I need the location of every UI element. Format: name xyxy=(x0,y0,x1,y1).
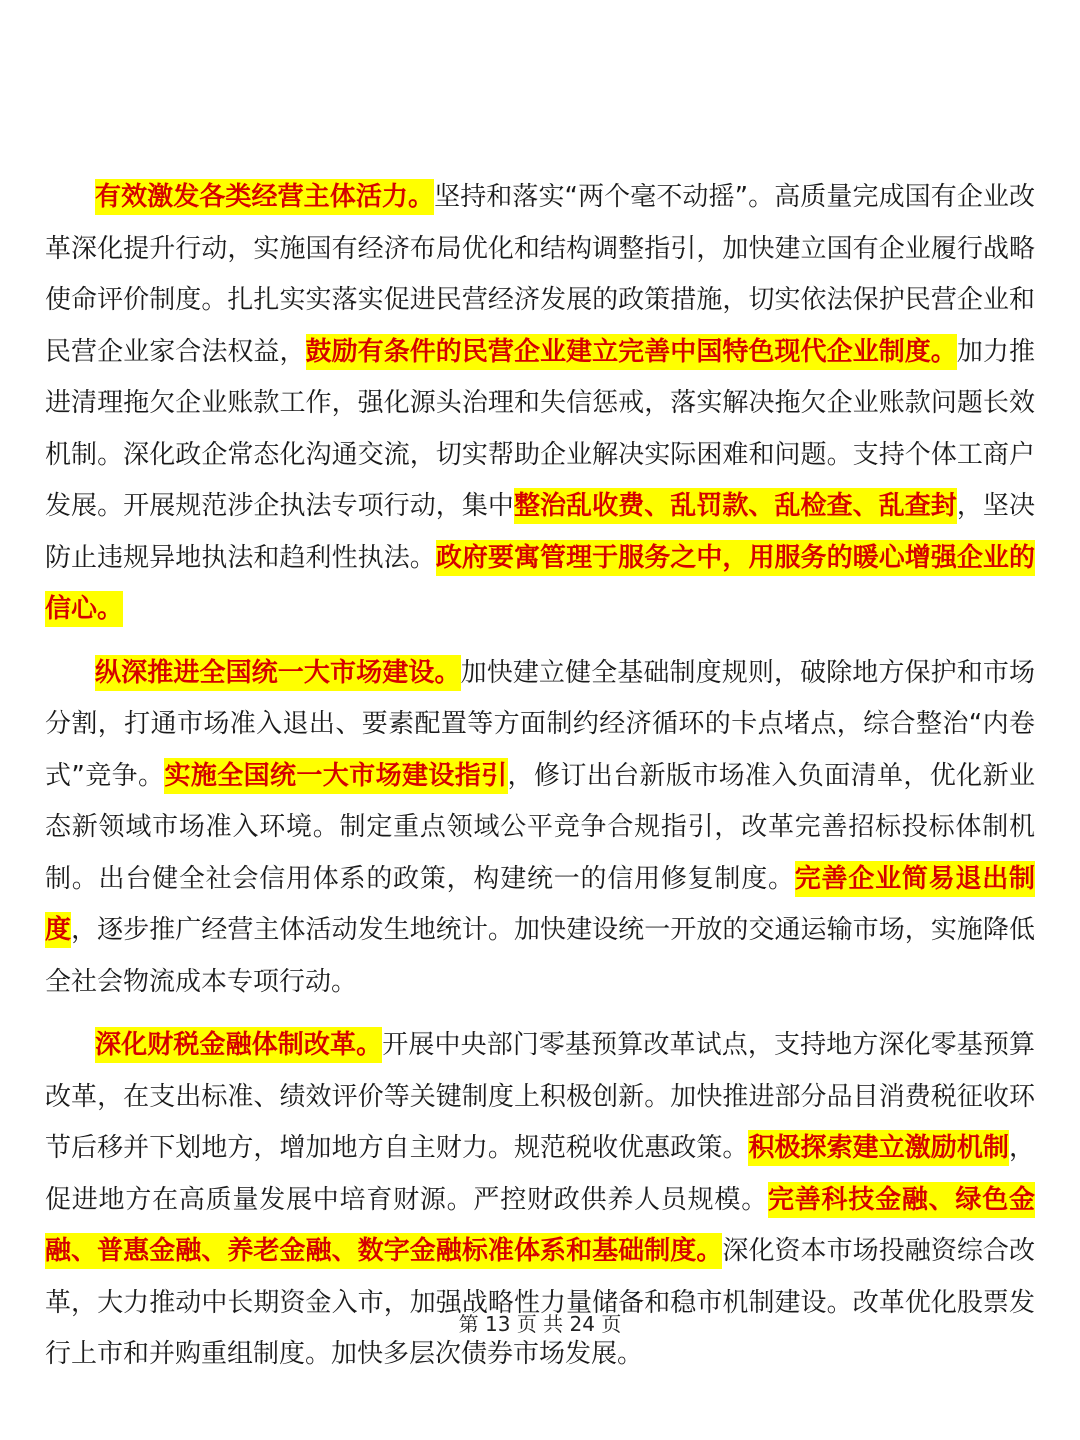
highlighted-text: 实施全国统一大市场建设指引 xyxy=(164,758,507,794)
highlighted-text: 鼓励有条件的民营企业建立完善中国特色现代企业制度。 xyxy=(306,334,957,370)
highlighted-text: 积极探索建立激励机制 xyxy=(748,1130,1009,1166)
body-text: 坚持和落实“两个毫不动摇”。高质量完成国有企业改革深化提升行动，实施国有经济布局优化和结构调整指引，加快建立国有企业履行战略使命评价制度。扎扎实实落实促进民营经济发展的政策措施，切实依法保护民营企业和民营企业家合法权益， xyxy=(45,182,1035,367)
highlighted-heading: 纵深推进全国统一大市场建设。 xyxy=(95,655,461,691)
highlighted-text: 完善科技金融、绿色金融、普惠金融、养老金融、数字金融标准体系和基础制度。 xyxy=(45,1182,1035,1270)
body-text: 加力推进清理拖欠企业账款工作，强化源头治理和失信惩戒，落实解决拖欠企业账款问题长效机制。深化政企常态化沟通交流，切实帮助企业解决实际困难和问题。支持个体工商户发展。开展规范涉企执法专项行动，集中 xyxy=(45,336,1035,521)
paragraph-business-entities xyxy=(45,172,1035,636)
highlighted-text: 完善企业简易退出制度 xyxy=(45,861,1035,949)
body-text: ，逐步推广经营主体活动发生地统计。加快建设统一开放的交通运输市场，实施降低全社会物流成本专项行动。 xyxy=(45,915,1035,997)
highlighted-heading: 有效激发各类经营主体活力。 xyxy=(95,179,434,215)
highlighted-text: 政府要寓管理于服务之中，用服务的暖心增强企业的信心。 xyxy=(45,540,1035,628)
paragraph-unified-market xyxy=(45,648,1035,1009)
highlighted-text: 整治乱收费、乱罚款、乱检查、乱查封 xyxy=(514,488,957,524)
body-text: 深化资本市场投融资综合改革，大力推动中长期资金入市，加强战略性力量储备和稳市机制建设。改革优化股票发行上市和并购重组制度。加快多层次债券市场发展。 xyxy=(45,1236,1035,1369)
document-body xyxy=(45,172,1035,1393)
body-text: 加快建立健全基础制度规则，破除地方保护和市场分割，打通市场准入退出、要素配置等方面制约经济循环的卡点堵点，综合整治“内卷式”竞争。 xyxy=(45,657,1035,791)
body-text: 开展中央部门零基预算改革试点，支持地方深化零基预算改革，在支出标准、绩效评价等关键制度上积极创新。加快推进部分品目消费税征收环节后移并下划地方，增加地方自主财力。规范税收优惠政策。 xyxy=(45,1030,1035,1163)
page-number-footer: 第 13 页 共 24 页 xyxy=(458,1312,622,1336)
body-text: ，促进地方在高质量发展中培育财源。严控财政供养人员规模。 xyxy=(45,1133,1035,1215)
highlighted-heading: 深化财税金融体制改革。 xyxy=(95,1027,382,1063)
body-text: ，修订出台新版市场准入负面清单，优化新业态新领域市场准入环境。制定重点领域公平竞争合规指引，改革完善招标投标体制机制。出台健全社会信用体系的政策，构建统一的信用修复制度。 xyxy=(45,760,1035,894)
body-text: ，坚决防止违规异地执法和趋利性执法。 xyxy=(45,491,1035,573)
